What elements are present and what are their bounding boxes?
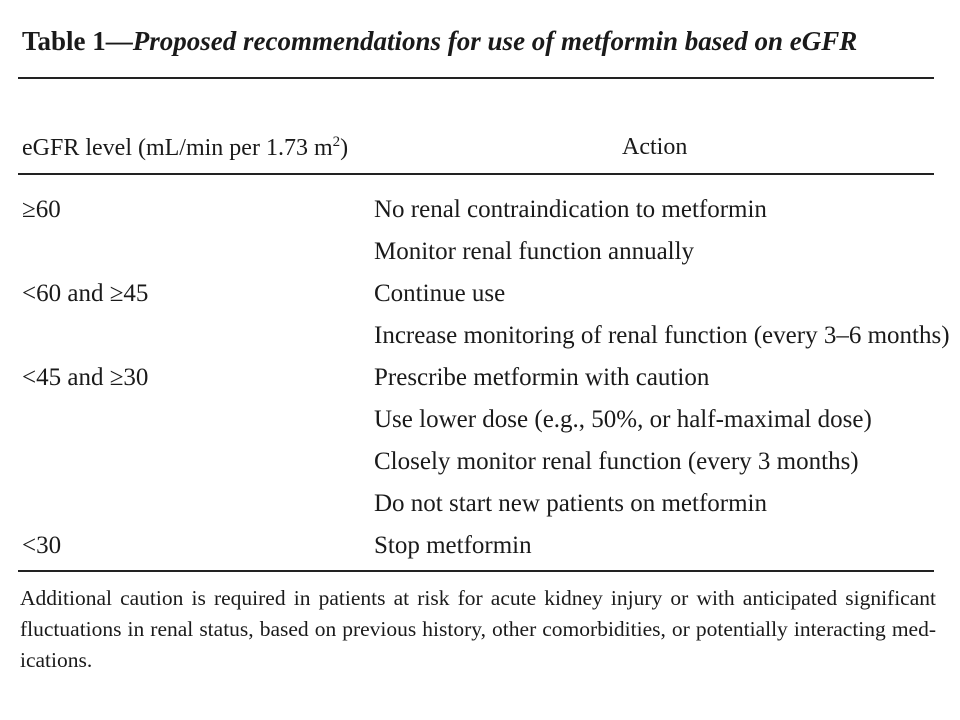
action-cell: Continue use <box>374 280 506 307</box>
table-footnote: Additional caution is required in patients at risk for acute kidney injury or with anticipated significant fluctuations in renal status, based on previous history, other comorbidities, or potentially interacting med-ications. <box>20 586 936 672</box>
bottom-rule <box>18 570 934 572</box>
action-cell: Monitor renal function annually <box>374 238 695 265</box>
table-row <box>0 448 960 490</box>
table-title-lead: Table 1— <box>22 26 133 56</box>
egfr-level-cell: <60 and ≥45 <box>22 280 149 307</box>
header-egfr-level-close: ) <box>340 135 349 161</box>
table-body <box>0 196 960 574</box>
egfr-level-cell: ≥60 <box>22 196 61 223</box>
egfr-level-cell: <45 and ≥30 <box>22 364 149 391</box>
top-rule <box>18 77 934 79</box>
table-row <box>0 490 960 532</box>
header-egfr-level <box>22 134 348 162</box>
action-cell: Increase monitoring of renal function (every 3–6 months) <box>374 322 950 349</box>
table-title-text: Proposed recommendations for use of metformin based on eGFR <box>132 26 858 56</box>
action-cell: No renal contraindication to metformin <box>374 196 767 223</box>
action-cell: Closely monitor renal function (every 3 months) <box>374 448 859 475</box>
action-cell: Use lower dose (e.g., 50%, or half-maximal dose) <box>374 406 872 433</box>
table-row <box>0 196 960 238</box>
table-row <box>0 238 960 280</box>
action-cell: Prescribe metformin with caution <box>374 364 710 391</box>
header-egfr-level-sup: 2 <box>332 134 341 150</box>
header-rule <box>18 173 934 175</box>
table-row <box>0 532 960 574</box>
action-cell: Do not start new patients on metformin <box>374 490 767 517</box>
table-row <box>0 280 960 322</box>
header-egfr-level-label: eGFR level (mL/min per 1.73 m <box>22 135 333 161</box>
action-cell: Stop metformin <box>374 532 532 559</box>
table-row <box>0 406 960 448</box>
egfr-level-cell: <30 <box>22 532 62 559</box>
table-title <box>22 26 857 57</box>
header-action: Action <box>622 134 688 160</box>
table-row <box>0 322 960 364</box>
table-row <box>0 364 960 406</box>
